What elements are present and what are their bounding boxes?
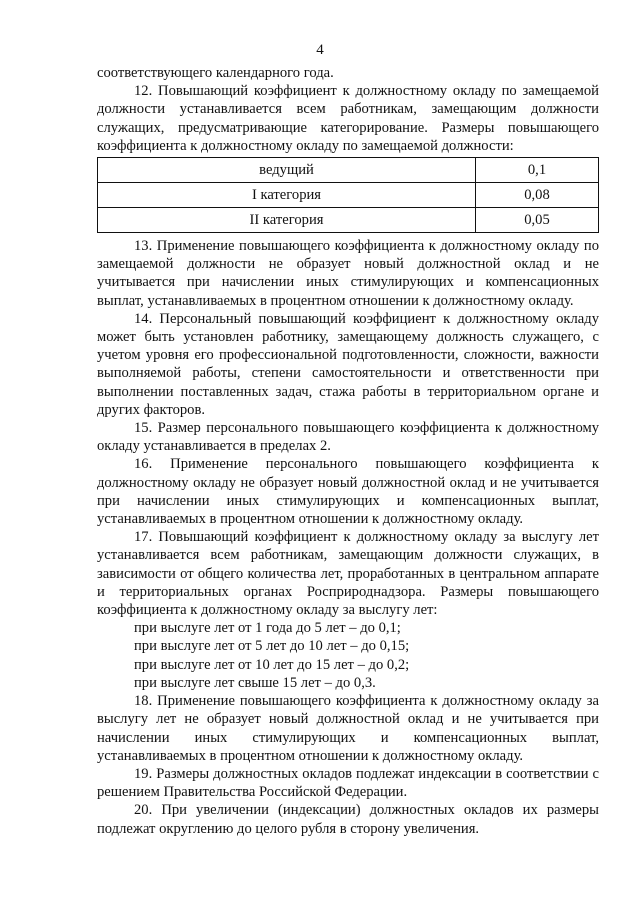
seniority-item: при выслуге лет от 1 года до 5 лет – до 0,1; [134, 620, 401, 637]
paragraph-12: 12. Повышающий коэффициент к должностному окладу по замещаемой должности устанавливается всем работникам, замещающим должности служащих, предусматривающие категорирование. Размеры повышающего коэффициента к должностному окладу по замещаемой должности: [97, 83, 599, 154]
seniority-item: при выслуге лет от 10 лет до 15 лет – до 0,2; [134, 656, 410, 673]
coefficient-cell: 0,08 [476, 183, 599, 208]
document-body [97, 64, 599, 838]
seniority-item: при выслуге лет от 5 лет до 10 лет – до 0,15; [134, 638, 410, 655]
paragraph-19: 19. Размеры должностных окладов подлежат индексации в соответствии с решением Правительства Российской Федерации. [97, 765, 599, 801]
paragraph-14: 14. Персональный повышающий коэффициент к должностному окладу может быть установлен работнику, замещающему должность служащего, с учетом уровня его профессиональной подготовленности, сложности, важности выполняемой работы, степени самостоятельности и ответственности при выполнении поставленных задач, стажа работы в территориальном органе и других факторов. [97, 310, 599, 418]
coefficient-cell: 0,1 [476, 158, 599, 183]
table-row [98, 183, 599, 208]
seniority-item: при выслуге лет свыше 15 лет – до 0,3. [134, 674, 376, 691]
paragraph-20: 20. При увеличении (индексации) должностных окладов их размеры подлежат округлению до целого рубля в сторону увеличения. [97, 802, 599, 837]
paragraph-18: 18. Применение повышающего коэффициента к должностному окладу за выслугу лет не образует новый должностной оклад и не учитывается при начислении иных стимулирующих и компенсационных выплат, устанавливаемых в процентном отношении к должностному окладу. [97, 693, 599, 764]
coefficient-table [97, 157, 599, 233]
paragraph-17: 17. Повышающий коэффициент к должностному окладу за выслугу лет устанавливается всем работникам, замещающим должности служащих, в зависимости от общего количества лет, проработанных в центральном аппарате и территориальных органах Росприроднадзора. Размеры повышающего коэффициента к должностному окладу за выслугу лет: [97, 529, 599, 619]
table-row [98, 208, 599, 233]
position-cell: I категория [98, 183, 476, 208]
coefficient-cell: 0,05 [476, 208, 599, 233]
position-cell: II категория [98, 208, 476, 233]
page-number: 4 [316, 42, 324, 58]
paragraph-16: 16. Применение персонального повышающего коэффициента к должностному окладу не образует новый должностной оклад и не учитывается при начислении иных стимулирующих и компенсационных выплат, устанавливаемых в процентном отношении к должностному окладу. [97, 456, 599, 528]
paragraph-continuation: соответствующего календарного года. [97, 65, 334, 81]
position-cell: ведущий [98, 158, 476, 183]
paragraph-13: 13. Применение повышающего коэффициента к должностному окладу по замещаемой должности не образует новый должностной оклад и не учитывается при начислении иных стимулирующих и компенсационных выплат, устанавливаемых в процентном отношении к должностному окладу. [97, 238, 599, 309]
table-row [98, 158, 599, 183]
paragraph-15: 15. Размер персонального повышающего коэффициента к должностному окладу устанавливается в пределах 2. [97, 420, 599, 455]
